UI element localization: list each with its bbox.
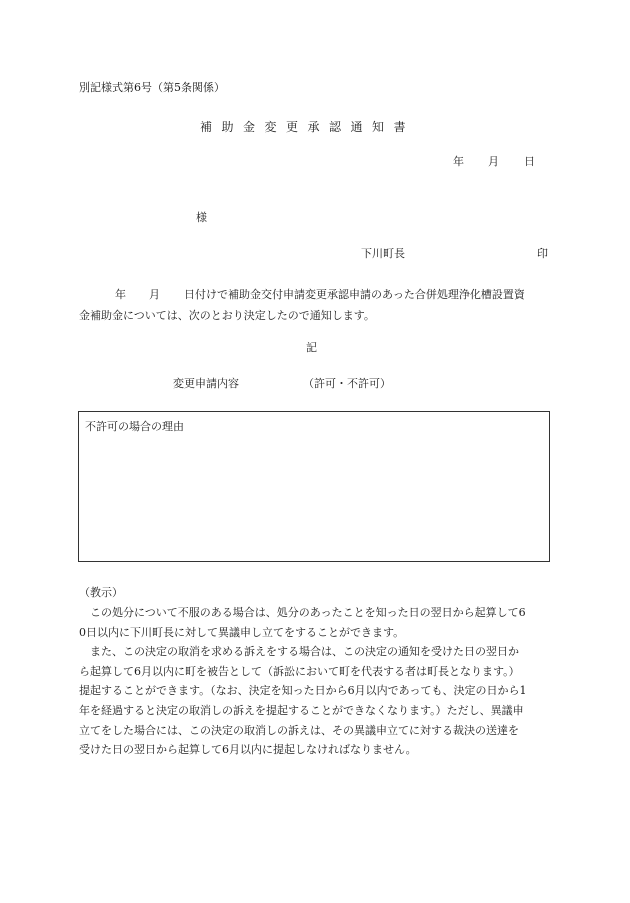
change-request-label: 変更申請内容: [173, 377, 239, 390]
notice-line: この処分について不服のある場合は、処分のあったことを知った日の翌日から起算して6: [79, 606, 526, 619]
notice-line: 立てをした場合には、この決定の取消しの訴えは、その異議申立てに対する裁決の送達を: [79, 723, 519, 737]
notice-line: 0日以内に下川町長に対して異議申し立てをすることができます。: [79, 625, 405, 639]
rejection-reason-label: 不許可の場合の理由: [85, 420, 184, 433]
notice-heading: （教示）: [79, 586, 123, 599]
form-number: 別記様式第6号（第5条関係）: [79, 81, 225, 94]
body-line-1: [79, 284, 553, 305]
body-line-2: 金補助金については、次のとおり決定したので通知します。: [79, 309, 375, 322]
date-year-label: 年: [453, 155, 464, 168]
seal-mark: 印: [537, 247, 548, 260]
sender-name: 下川町長: [361, 247, 405, 260]
notification-body: [79, 284, 553, 326]
notice-line: 受けた日の翌日から起算して6月以内に提起しなければなりません。: [79, 743, 417, 757]
notice-line: 提起することができます。（なお、決定を知った日から6月以内であっても、決定の日から1: [79, 684, 527, 698]
rejection-reason-box: [78, 411, 550, 562]
date-month-label: 月: [488, 155, 499, 168]
notice-line: また、この決定の取消を求める訴えをする場合は、この決定の通知を受けた日の翌日か: [79, 645, 519, 659]
body-year-label: 年: [115, 288, 126, 301]
body-month-label: 月: [149, 288, 160, 301]
ki-heading: 記: [306, 341, 317, 354]
notice-line: 年を経過すると決定の取消しの訴えを提起することができなくなります。）ただし、異議申: [79, 703, 524, 717]
date-day-label: 日: [524, 155, 535, 168]
recipient-suffix: 様: [196, 211, 207, 224]
document-title: 補助金変更承認通知書: [200, 120, 416, 134]
notice-body: [79, 603, 553, 760]
body-line-1-text: 日付けで補助金交付申請変更承認申請のあった合併処理浄化槽設置資: [184, 288, 525, 301]
notice-line: ら起算して6月以内に町を被告として（訴訟において町を代表する者は町長となります。）: [79, 664, 520, 678]
permit-choice: （許可・不許可）: [303, 377, 391, 390]
